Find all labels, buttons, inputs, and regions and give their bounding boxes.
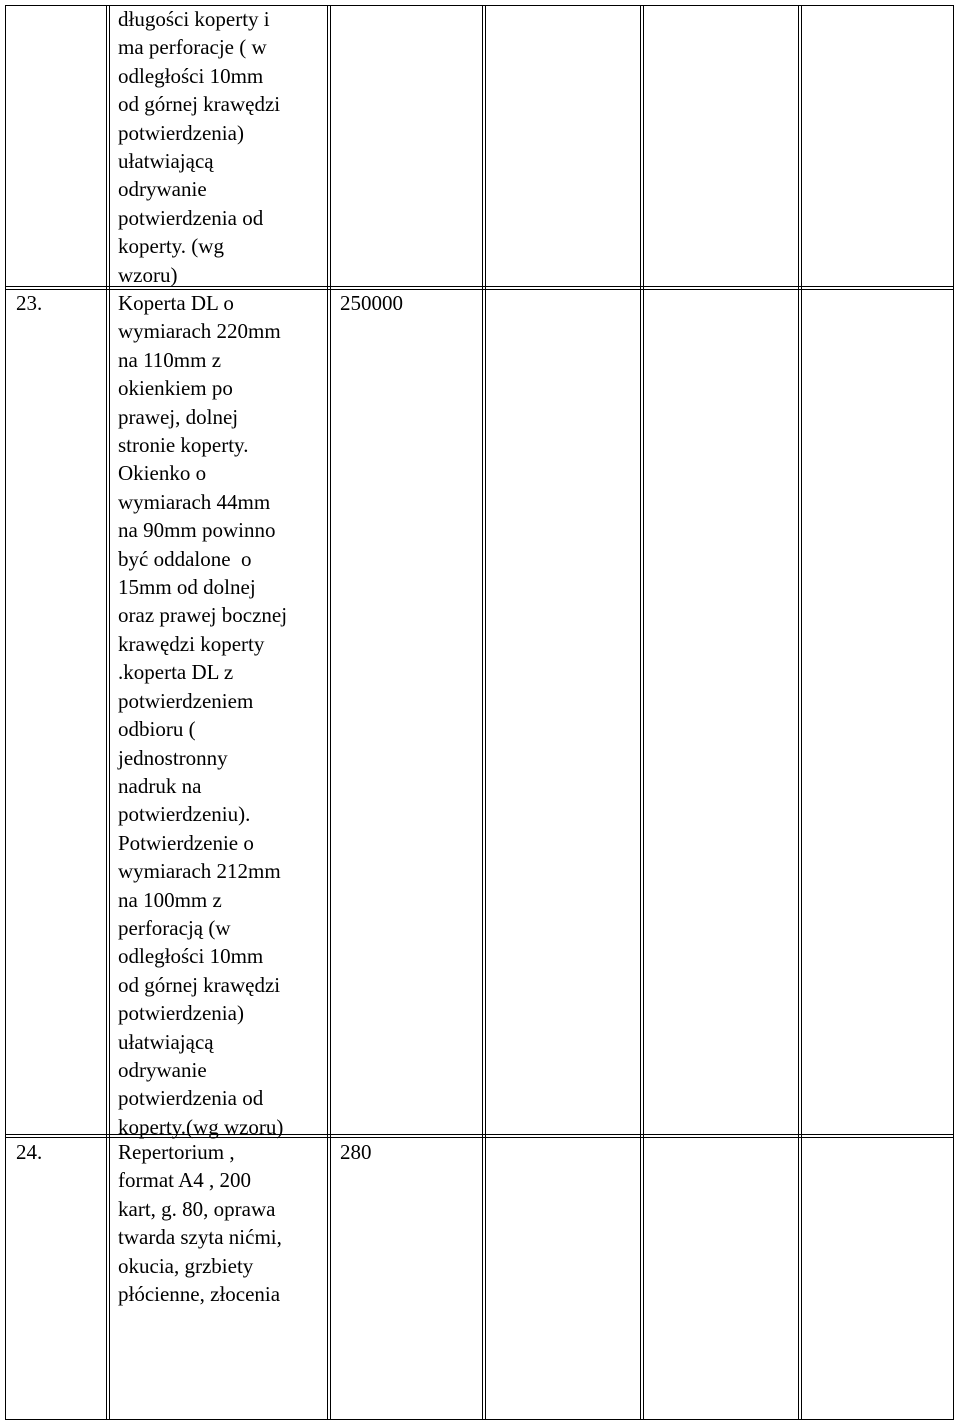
table-border-left — [5, 5, 6, 1420]
row-number: 23. — [16, 291, 43, 315]
column-divider — [106, 5, 107, 1420]
row-description: Repertorium , format A4 , 200 kart, g. 80, oprawa twarda szyta nićmi, okucia, grzbiety płócienne, złocenia — [118, 1140, 282, 1307]
row-quantity: 250000 — [340, 291, 403, 315]
row-quantity: 280 — [340, 1140, 372, 1164]
row-number: 24. — [16, 1140, 43, 1164]
column-divider — [330, 5, 331, 1420]
table-border-bottom — [5, 1419, 954, 1420]
column-divider — [485, 5, 486, 1420]
row-description: Koperta DL o wymiarach 220mm na 110mm z okienkiem po prawej, dolnej stronie koperty. Okienko o wymiarach 44mm na 90mm powinno być oddalone o 15mm od dolnej oraz prawej bocznej krawędzi koperty .koperta DL z potwierdzeniem odbioru ( jednostronny nadruk na potwierdzeniu). Potwierdzenie o wymiarach 212mm na 100mm z perforacją (w odległości 10mm od górnej krawędzi potwierdzenia) ułatwiającą odrywanie potwierdzenia od koperty.(wg wzoru) — [118, 291, 288, 1139]
table-border-right — [953, 5, 954, 1420]
column-divider — [109, 5, 110, 1420]
column-divider — [640, 5, 641, 1420]
column-divider — [798, 5, 799, 1420]
column-divider — [801, 5, 802, 1420]
column-divider — [643, 5, 644, 1420]
column-divider — [482, 5, 483, 1420]
row-description: długości koperty i ma perforacje ( w odległości 10mm od górnej krawędzi potwierdzenia) ułatwiającą odrywanie potwierdzenia od koperty. (wg wzoru) — [118, 7, 281, 287]
column-divider — [327, 5, 328, 1420]
